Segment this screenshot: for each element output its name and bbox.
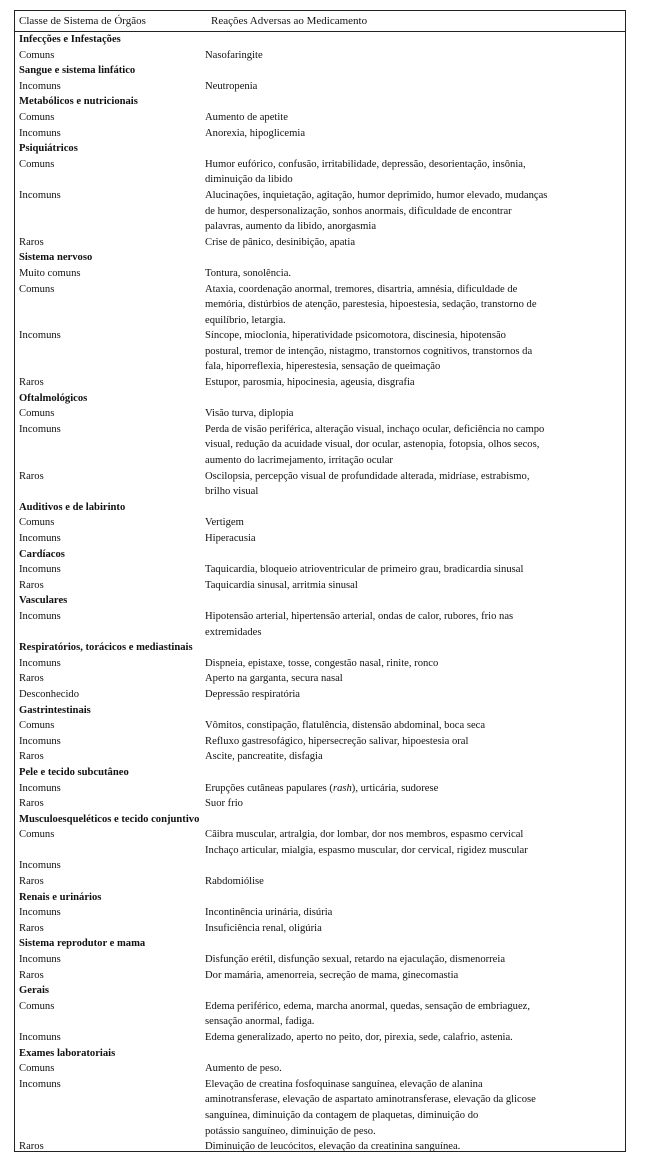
frequency-label: Incomuns — [19, 860, 61, 872]
reaction-text: extremidades — [205, 626, 262, 638]
table-row — [15, 718, 625, 734]
category-heading: Cardíacos — [19, 548, 65, 560]
table-row — [15, 874, 625, 890]
reaction-text: Inchaço articular, mialgia, espasmo muscular, dor cervical, rigidez muscular — [205, 844, 528, 856]
reaction-cell — [205, 282, 625, 329]
category-heading: Oftalmológicos — [19, 392, 88, 404]
category-heading: Metabólicos e nutricionais — [19, 96, 138, 108]
reaction-text: Incontinência urinária, disúria — [205, 907, 333, 919]
reaction-cell — [205, 1030, 625, 1046]
frequency-label: Comuns — [19, 1000, 55, 1012]
reaction-cell — [205, 749, 625, 765]
frequency-label: Comuns — [19, 49, 55, 61]
reaction-text: Tontura, sonolência. — [205, 267, 292, 279]
reaction-text: Perda de visão periférica, alteração visual, inchaço ocular, deficiência no campo — [205, 423, 545, 435]
table-row — [15, 796, 625, 812]
reaction-text: equilíbrio, letargia. — [205, 314, 286, 326]
category-heading: Infecções e Infestações — [19, 34, 121, 45]
table-row — [15, 126, 625, 142]
frequency-label: Raros — [19, 236, 44, 248]
category-heading: Renais e urinários — [19, 891, 102, 903]
table-row — [15, 609, 625, 640]
reaction-text: Hipotensão arterial, hipertensão arterial, ondas de calor, rubores, frio nas — [205, 610, 514, 622]
reaction-text: Taquicardia sinusal, arritmia sinusal — [205, 579, 358, 591]
frequency-label: Incomuns — [19, 564, 61, 576]
reaction-text: Aumento de peso. — [205, 1063, 282, 1075]
table-row — [15, 952, 625, 968]
reaction-text: Rabdomiólise — [205, 876, 264, 888]
table-row — [15, 1139, 625, 1152]
reaction-text: brilho visual — [205, 486, 259, 498]
frequency-label: Incomuns — [19, 330, 61, 342]
reaction-cell — [205, 921, 625, 937]
reaction-text: Aperto na garganta, secura nasal — [205, 673, 343, 685]
reaction-cell — [205, 79, 625, 95]
reaction-text: Hiperacusia — [205, 533, 256, 544]
table-row — [15, 375, 625, 391]
reaction-cell — [205, 1061, 625, 1077]
table-row — [15, 1030, 625, 1046]
table-row — [15, 999, 625, 1030]
table-row — [15, 422, 625, 469]
frequency-label: Raros — [19, 470, 44, 482]
table-row — [15, 1077, 625, 1139]
table-row — [15, 781, 625, 797]
table-row — [15, 905, 625, 921]
table-row — [15, 157, 625, 188]
header-adverse-reactions: Reações Adversas ao Medicamento — [211, 15, 368, 27]
reaction-text: sensação anormal, fadiga. — [205, 1016, 315, 1028]
frequency-label: Raros — [19, 1141, 44, 1152]
reaction-text: Elevação de creatina fosfoquinase sanguínea, elevação de alanina — [205, 1078, 483, 1090]
reaction-cell — [205, 827, 625, 858]
reaction-text: Disfunção erétil, disfunção sexual, retardo na ejaculação, dismenorreia — [205, 954, 506, 966]
reaction-cell — [205, 48, 625, 64]
reaction-cell — [205, 796, 625, 812]
frequency-label: Incomuns — [19, 533, 61, 544]
frequency-label: Incomuns — [19, 189, 61, 201]
reaction-cell — [205, 578, 625, 594]
table-row — [15, 656, 625, 672]
reaction-cell — [205, 328, 625, 375]
reaction-cell — [205, 718, 625, 734]
reaction-text: Visão turva, diplopia — [205, 408, 294, 420]
frequency-label: Comuns — [19, 283, 55, 295]
frequency-label: Incomuns — [19, 80, 61, 92]
reaction-text: Câibra muscular, artralgia, dor lombar, dor nos membros, espasmo cervical — [205, 829, 524, 841]
reaction-cell — [205, 188, 625, 235]
frequency-label: Comuns — [19, 408, 55, 420]
reaction-text: Vertigem — [205, 517, 244, 529]
reaction-text: potássio sanguíneo, diminuição de peso. — [205, 1125, 376, 1137]
reaction-text: Neutropenia — [205, 80, 258, 92]
table-row — [15, 328, 625, 375]
reaction-cell — [205, 422, 625, 469]
table-row — [15, 235, 625, 251]
table-row — [15, 968, 625, 984]
reaction-text — [205, 858, 619, 874]
frequency-label: Incomuns — [19, 954, 61, 966]
category-heading: Sangue e sistema linfático — [19, 65, 136, 77]
frequency-label: Comuns — [19, 720, 55, 732]
adverse-reactions-table — [14, 10, 626, 1152]
frequency-label: Incomuns — [19, 907, 61, 919]
reaction-text: Refluxo gastresofágico, hipersecreção salivar, hipoestesia oral — [205, 735, 469, 747]
reaction-cell — [205, 126, 625, 142]
frequency-label: Incomuns — [19, 423, 61, 435]
frequency-label: Incomuns — [19, 610, 61, 622]
category-heading: Musculoesqueléticos e tecido conjuntivo — [19, 813, 200, 825]
reaction-cell — [205, 999, 625, 1030]
reaction-cell — [205, 515, 625, 531]
table-row — [15, 578, 625, 594]
table-row — [15, 48, 625, 64]
table-row — [15, 921, 625, 937]
frequency-label: Comuns — [19, 517, 55, 529]
reaction-text: de humor, despersonalização, sonhos anormais, dificuldade de encontrar — [205, 205, 512, 217]
reaction-cell — [205, 375, 625, 391]
category-heading: Gastrintestinais — [19, 704, 91, 716]
table-header — [15, 11, 625, 32]
reaction-text: Crise de pânico, desinibição, apatia — [205, 236, 356, 248]
table-row — [15, 110, 625, 126]
reaction-cell — [205, 734, 625, 750]
reaction-cell — [205, 157, 625, 188]
frequency-label: Raros — [19, 377, 44, 389]
frequency-label: Raros — [19, 751, 44, 763]
reaction-text: Alucinações, inquietação, agitação, humor deprimido, humor elevado, mudanças — [205, 189, 548, 201]
reaction-cell — [205, 609, 625, 640]
frequency-label: Incomuns — [19, 127, 61, 139]
frequency-label: Raros — [19, 922, 44, 934]
reaction-text: palavras, aumento da libido, anorgasmia — [205, 221, 377, 233]
category-heading: Gerais — [19, 985, 50, 997]
frequency-label: Raros — [19, 876, 44, 888]
reaction-text: Dor mamária, amenorreia, secreção de mama, ginecomastia — [205, 969, 459, 981]
reaction-text: Diminuição de leucócitos, elevação da creatinina sanguínea. — [205, 1141, 461, 1152]
category-heading: Vasculares — [19, 595, 68, 607]
reaction-text: Estupor, parosmia, hipocinesia, ageusia, disgrafia — [205, 377, 415, 389]
reaction-text: Suor frio — [205, 798, 243, 810]
reaction-text: Anorexia, hipoglicemia — [205, 127, 306, 139]
frequency-label: Incomuns — [19, 1032, 61, 1043]
frequency-label: Incomuns — [19, 735, 61, 747]
reaction-cell — [205, 531, 625, 547]
table-row — [15, 406, 625, 422]
reaction-cell — [205, 968, 625, 984]
reaction-cell — [205, 905, 625, 921]
frequency-label: Comuns — [19, 111, 55, 123]
frequency-label: Raros — [19, 798, 44, 810]
table-row — [15, 734, 625, 750]
frequency-label: Incomuns — [19, 657, 61, 669]
table-row — [15, 266, 625, 282]
reaction-cell — [205, 858, 625, 874]
reaction-text: diminuição da libido — [205, 174, 293, 186]
reaction-text: Aumento de apetite — [205, 111, 288, 123]
reaction-text: fala, hiporreflexia, hiperestesia, sensação de queimação — [205, 361, 441, 373]
category-heading: Respiratórios, torácicos e mediastinais — [19, 642, 193, 654]
category-heading: Psiquiátricos — [19, 143, 78, 155]
table-row — [15, 827, 625, 858]
reaction-text: postural, tremor de intenção, nistagmo, transtornos cognitivos, transtornos da — [205, 345, 533, 357]
reaction-text: sanguínea, diminuição da contagem de plaquetas, diminuição do — [205, 1109, 479, 1121]
reaction-cell — [205, 687, 625, 703]
reaction-cell — [205, 562, 625, 578]
category-heading: Pele e tecido subcutâneo — [19, 766, 129, 778]
reaction-text: Nasofaringite — [205, 49, 263, 61]
frequency-label: Muito comuns — [19, 267, 81, 279]
reaction-cell — [205, 874, 625, 890]
category-heading: Sistema reprodutor e mama — [19, 938, 146, 950]
table-row — [15, 749, 625, 765]
category-heading: Auditivos e de labirinto — [19, 501, 126, 513]
table-row — [15, 515, 625, 531]
reaction-cell — [205, 671, 625, 687]
reaction-text: aumento do lacrimejamento, irritação ocular — [205, 455, 393, 467]
frequency-label: Desconhecido — [19, 688, 80, 700]
reaction-cell — [205, 235, 625, 251]
reaction-text: Dispneia, epistaxe, tosse, congestão nasal, rinite, ronco — [205, 657, 439, 669]
reaction-cell — [205, 1077, 625, 1139]
table-row — [15, 188, 625, 235]
frequency-label: Comuns — [19, 158, 55, 170]
reaction-cell — [205, 469, 625, 500]
reaction-text: Edema periférico, edema, marcha anormal, quedas, sensação de embriaguez, — [205, 1000, 531, 1012]
frequency-label: Incomuns — [19, 782, 61, 794]
reaction-text: aminotransferase, elevação de aspartato aminotransferase, elevação da glicose — [205, 1094, 536, 1106]
reaction-cell — [205, 266, 625, 282]
frequency-label: Raros — [19, 969, 44, 981]
reaction-cell — [205, 656, 625, 672]
frequency-label: Comuns — [19, 1063, 55, 1075]
reaction-cell — [205, 406, 625, 422]
frequency-label: Raros — [19, 579, 44, 591]
reaction-text: Humor eufórico, confusão, irritabilidade, depressão, desorientação, insônia, — [205, 158, 526, 170]
reaction-cell — [205, 781, 625, 797]
table-row — [15, 687, 625, 703]
table-row — [15, 1061, 625, 1077]
category-heading: Exames laboratoriais — [19, 1047, 116, 1059]
reaction-cell — [205, 110, 625, 126]
table-row — [15, 858, 625, 874]
reaction-text: Insuficiência renal, oligúria — [205, 922, 322, 934]
table-row — [15, 79, 625, 95]
reaction-text: Ascite, pancreatite, disfagia — [205, 751, 323, 763]
table-body — [15, 32, 625, 1152]
frequency-label: Comuns — [19, 829, 55, 841]
reaction-text: Ataxia, coordenação anormal, tremores, disartria, amnésia, dificuldade de — [205, 283, 518, 295]
reaction-text: Depressão respiratória — [205, 688, 301, 700]
table-row — [15, 469, 625, 500]
table-row — [15, 282, 625, 329]
reaction-text: memória, distúrbios de atenção, parestesia, hipoestesia, sedação, transtorno de — [205, 299, 537, 311]
reaction-text: visual, redução da acuidade visual, dor ocular, astenopia, fotopsia, olhos secos, — [205, 439, 540, 451]
reaction-text: Erupções cutâneas papulares (rash), urticária, sudorese — [205, 782, 439, 794]
frequency-label: Incomuns — [19, 1078, 61, 1090]
reaction-text: Edema generalizado, aperto no peito, dor, pirexia, sede, calafrio, astenia. — [205, 1032, 513, 1043]
category-heading: Sistema nervoso — [19, 252, 93, 264]
table-row — [15, 671, 625, 687]
reaction-text: Taquicardia, bloqueio atrioventricular de primeiro grau, bradicardia sinusal — [205, 564, 524, 576]
reaction-text: Síncope, mioclonia, hiperatividade psicomotora, discinesia, hipotensão — [205, 330, 506, 342]
frequency-label: Raros — [19, 673, 44, 685]
reaction-text: Vômitos, constipação, flatulência, distensão abdominal, boca seca — [205, 720, 486, 732]
table-row — [15, 562, 625, 578]
reaction-text: Oscilopsia, percepção visual de profundidade alterada, midríase, estrabismo, — [205, 470, 530, 482]
table-row — [15, 531, 625, 547]
header-organ-class: Classe de Sistema de Órgãos — [19, 15, 146, 27]
reaction-cell — [205, 952, 625, 968]
reaction-cell — [205, 1139, 625, 1152]
